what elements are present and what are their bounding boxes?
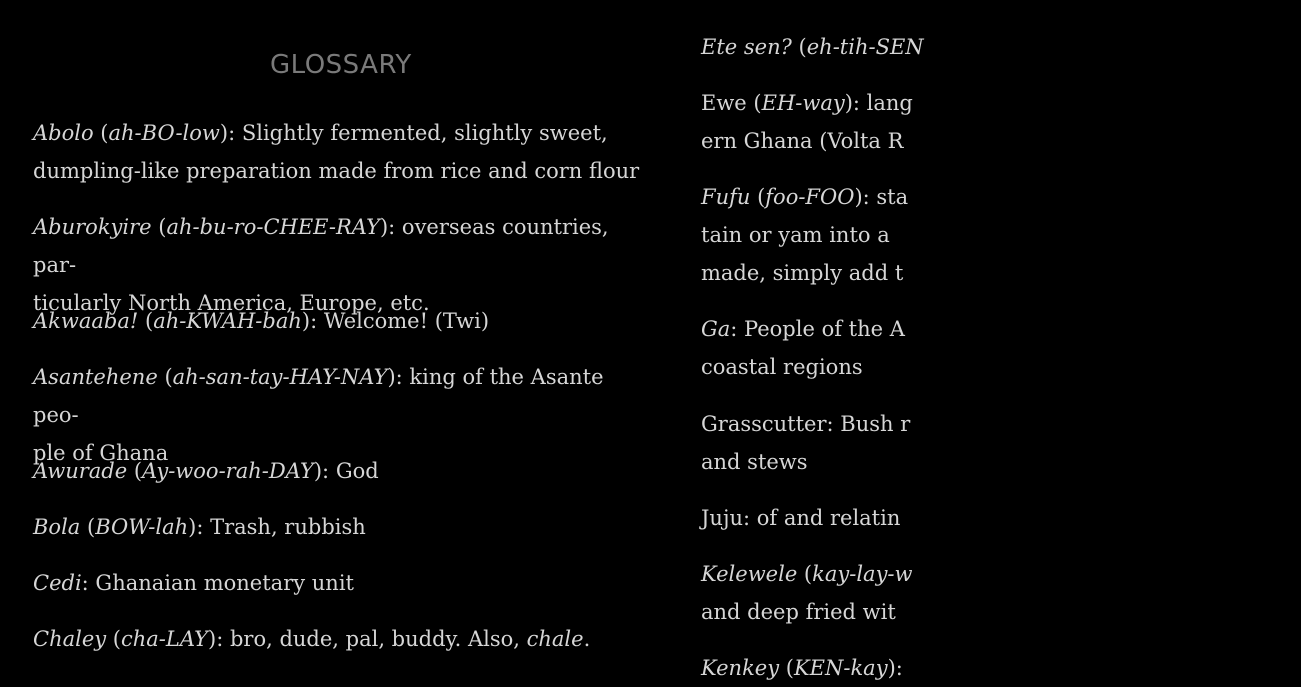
entry-pronunciation: ah-san-tay-HAY-NAY xyxy=(172,365,388,389)
glossary-entry-juju xyxy=(701,499,900,537)
glossary-entry-aburokyire: Aburokyire (ah-bu-ro-CHEE-RAY): overseas countries, par- ticularly North America, Europe, etc. xyxy=(33,208,645,322)
entry-pronunciation: foo-FOO xyxy=(765,185,855,209)
page-title: GLOSSARY xyxy=(270,50,412,80)
entry-definition-line: Welcome! (Twi) xyxy=(323,309,490,333)
entry-definition-line: and stews xyxy=(701,450,808,474)
entry-definition-line: and deep fried wit xyxy=(701,600,896,624)
entry-definition-line: ple of Ghana xyxy=(33,441,169,465)
entry-term: Ga xyxy=(701,317,731,341)
entry-definition-line: bro, dude, pal, buddy. Also, xyxy=(229,627,520,651)
glossary-entry-asantehene: Asantehene (ah-san-tay-HAY-NAY): king of the Asante peo- ple of Ghana xyxy=(33,358,645,472)
entry-definition-line: coastal regions xyxy=(701,355,863,379)
entry-definition-line: ): sta xyxy=(854,185,909,209)
entry-definition-line: Juju: of and relatin xyxy=(701,506,901,530)
entry-definition-line: overseas countries, par- xyxy=(33,215,609,277)
glossary-entry-kenkey: Kenkey (KEN-kay): xyxy=(701,656,903,680)
entry-definition-line: ): xyxy=(887,656,903,680)
glossary-entry-cedi: Cedi: Ghanaian monetary unit xyxy=(33,571,354,595)
entry-term: Bola xyxy=(33,515,81,539)
entry-pronunciation: KEN-kay xyxy=(793,656,888,680)
entry-term: Kenkey xyxy=(701,656,780,680)
entry-definition-line: Ghanaian monetary unit xyxy=(95,571,354,595)
entry-term: Kelewele xyxy=(701,562,798,586)
entry-definition-line: Slightly fermented, slightly sweet, xyxy=(241,121,608,145)
entry-pronunciation: ah-BO-low xyxy=(108,121,220,145)
entry-alternate-spelling: chale xyxy=(526,627,584,651)
entry-pronunciation: BOW-lah xyxy=(95,515,189,539)
entry-term: Abolo xyxy=(33,121,94,145)
entry-term: Fufu xyxy=(701,185,751,209)
entry-definition-line: God xyxy=(335,459,379,483)
entry-definition-line: made, simply add t xyxy=(701,261,904,285)
entry-term: Cedi xyxy=(33,571,82,595)
glossary-entry-chaley: Chaley (cha-LAY): bro, dude, pal, buddy. Also, chale. xyxy=(33,627,591,651)
entry-definition-line: Trash, rubbish xyxy=(210,515,366,539)
entry-term: Akwaaba! xyxy=(33,309,139,333)
entry-definition-line: : People of the A xyxy=(730,317,905,341)
entry-definition-line: Grasscutter: Bush r xyxy=(701,412,911,436)
entry-definition-line: ): lang xyxy=(844,91,913,115)
entry-punctuation: . xyxy=(583,627,591,651)
glossary-entry-abolo: Abolo (ah-BO-low): Slightly fermented, slightly sweet, dumpling-like preparation made from rice and corn flour xyxy=(33,114,639,190)
entry-definition-line: ern Ghana (Volta R xyxy=(701,129,904,153)
entry-definition-line: tain or yam into a xyxy=(701,223,890,247)
glossary-entry-awurade: Awurade (Ay-woo-rah-DAY): God xyxy=(33,459,379,483)
entry-term: Aburokyire xyxy=(33,215,152,239)
entry-definition-line: dumpling-like preparation made from rice and corn flour xyxy=(33,159,640,183)
entry-pronunciation: EH-way xyxy=(761,91,845,115)
entry-pronunciation: Ay-woo-rah-DAY xyxy=(142,459,314,483)
entry-definition-line: ticularly North America, Europe, etc. xyxy=(33,291,430,315)
glossary-entry-grasscutter xyxy=(701,405,910,481)
entry-term: Awurade xyxy=(33,459,128,483)
entry-pronunciation: ah-bu-ro-CHEE-RAY xyxy=(166,215,380,239)
glossary-entry-ga xyxy=(701,310,905,386)
glossary-entry-ewe xyxy=(701,84,913,160)
glossary-entry-ete-sen: Ete sen? (eh-tih-SEN xyxy=(701,35,924,59)
entry-pronunciation: ah-KWAH-bah xyxy=(153,309,302,333)
glossary-entry-bola: Bola (BOW-lah): Trash, rubbish xyxy=(33,515,366,539)
entry-term: Chaley xyxy=(33,627,107,651)
glossary-entry-akwaaba: Akwaaba! (ah-KWAH-bah): Welcome! (Twi) xyxy=(33,309,490,333)
entry-term: Ete sen? xyxy=(701,35,792,59)
glossary-entry-fufu: Fufu (foo-FOO): sta tain or yam into a made, simply add t xyxy=(701,178,908,292)
entry-pronunciation: kay-lay-w xyxy=(812,562,913,586)
glossary-entry-kelewele: Kelewele (kay-lay-w and deep fried wit xyxy=(701,555,913,631)
entry-definition-line: king of the Asante peo- xyxy=(33,365,604,427)
entry-pronunciation: eh-tih-SEN xyxy=(806,35,924,59)
entry-pronunciation: cha-LAY xyxy=(121,627,209,651)
entry-term: Asantehene xyxy=(33,365,158,389)
entry-term: Ewe ( xyxy=(701,91,762,115)
